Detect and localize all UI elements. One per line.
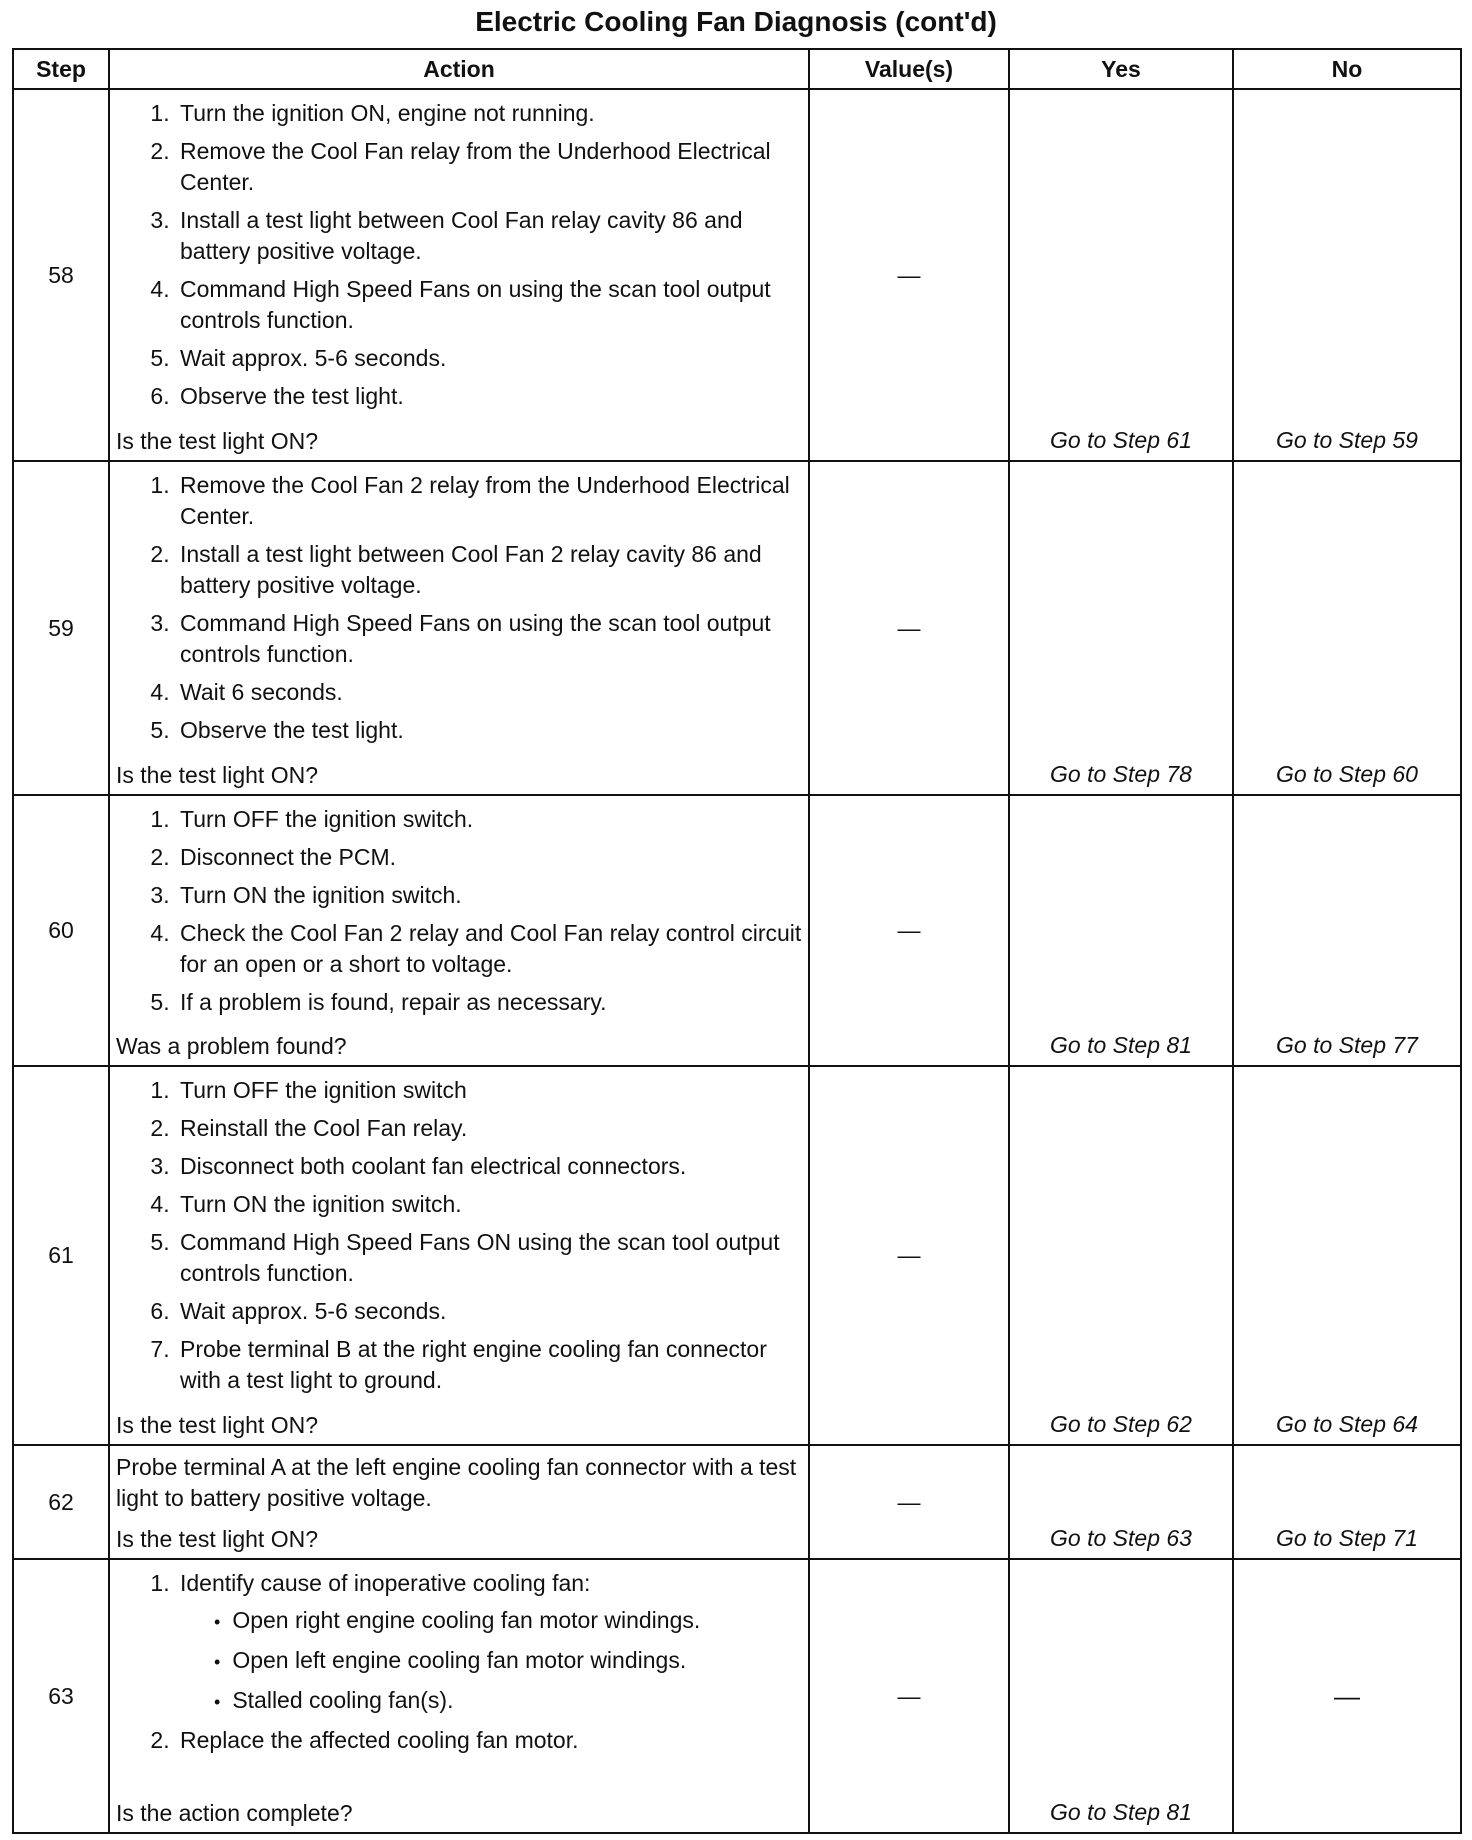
no-cell: Go to Step 64 [1233,1066,1461,1446]
yes-cell: Go to Step 62 [1009,1066,1233,1446]
list-item: 1. Turn the ignition ON, engine not running. [176,98,808,129]
list-item: 2. Reinstall the Cool Fan relay. [176,1113,808,1144]
sub-list-item: • Open right engine cooling fan motor windings. [210,1605,808,1638]
list-item: 4. Command High Speed Fans on using the scan tool output controls function. [176,274,808,336]
header-no: No [1233,49,1461,89]
action-cell [109,1066,809,1446]
value-cell: — [809,461,1009,795]
no-cell: — [1233,1559,1461,1833]
list-item: 1. Turn OFF the ignition switch. [176,804,808,835]
action-steps [110,804,808,1025]
table-header-row [13,49,1461,89]
yes-cell: Go to Step 78 [1009,461,1233,795]
page-title: Electric Cooling Fan Diagnosis (cont'd) [475,6,997,37]
list-item: 2. Remove the Cool Fan relay from the Underhood Electrical Center. [176,136,808,198]
action-steps [110,98,808,419]
list-item: 3. Install a test light between Cool Fan relay cavity 86 and battery positive voltage. [176,205,808,267]
yes-cell: Go to Step 61 [1009,89,1233,461]
action-question: Is the test light ON? [116,1412,318,1439]
list-item: 5. Command High Speed Fans ON using the scan tool output controls function. [176,1227,808,1289]
no-cell: Go to Step 60 [1233,461,1461,795]
header-yes: Yes [1009,49,1233,89]
no-cell: Go to Step 77 [1233,795,1461,1065]
action-question: Is the test light ON? [116,428,318,455]
value-cell: — [809,1066,1009,1446]
action-cell [109,1445,809,1559]
action-steps [110,1568,808,1763]
sub-list-item: • Stalled cooling fan(s). [210,1685,808,1718]
table-row [13,795,1461,1065]
list-item: 3. Turn ON the ignition switch. [176,880,808,911]
list-item: 1. Remove the Cool Fan 2 relay from the Underhood Electrical Center. [176,470,808,532]
yes-cell: Go to Step 81 [1009,1559,1233,1833]
action-question: Is the action complete? [116,1800,353,1826]
list-item: 3. Disconnect both coolant fan electrical connectors. [176,1151,808,1182]
action-cell [109,461,809,795]
value-cell: — [809,1559,1009,1833]
list-item: 1. Turn OFF the ignition switch [176,1075,808,1106]
no-cell: Go to Step 71 [1233,1445,1461,1559]
action-steps [110,470,808,753]
action-cell [109,1559,809,1833]
list-item-text: Identify cause of inoperative cooling fan: [180,1570,591,1597]
table-row [13,1559,1461,1833]
list-item: 5. Observe the test light. [176,715,808,746]
header-values: Value(s) [809,49,1009,89]
list-item: 6. Observe the test light. [176,381,808,412]
value-cell: — [809,89,1009,461]
header-step: Step [13,49,109,89]
action-question: Was a problem found? [116,1032,347,1059]
header-action: Action [109,49,809,89]
list-item: 3. Command High Speed Fans on using the scan tool output controls function. [176,608,808,670]
step-number: 62 [13,1445,109,1559]
step-number: 61 [13,1066,109,1446]
list-item: 2. Install a test light between Cool Fan 2 relay cavity 86 and battery positive voltage. [176,539,808,601]
step-number: 59 [13,461,109,795]
table-row [13,461,1461,795]
action-question: Is the test light ON? [116,1526,318,1553]
no-cell: Go to Step 59 [1233,89,1461,461]
list-item: 4. Turn ON the ignition switch. [176,1189,808,1220]
list-item: 7. Probe terminal B at the right engine cooling fan connector with a test light to ground. [176,1334,808,1396]
step-number: 58 [13,89,109,461]
list-item: 5. Wait approx. 5-6 seconds. [176,343,808,374]
action-text: Probe terminal A at the left engine cooling fan connector with a test light to battery positive voltage. [116,1454,797,1512]
list-item: 4. Wait 6 seconds. [176,677,808,708]
list-item: 2. Disconnect the PCM. [176,842,808,873]
value-cell: — [809,795,1009,1065]
table-row [13,89,1461,461]
step-number: 60 [13,795,109,1065]
sub-list [180,1605,808,1718]
list-item: 5. If a problem is found, repair as necessary. [176,987,808,1018]
sub-list-item: • Open left engine cooling fan motor windings. [210,1645,808,1678]
diagnosis-table [12,48,1462,1834]
action-cell [109,89,809,461]
action-cell [109,795,809,1065]
list-item: 2. Replace the affected cooling fan motor. [176,1725,808,1756]
list-item [176,1568,808,1718]
step-number: 63 [13,1559,109,1833]
action-question: Is the test light ON? [116,762,318,789]
table-row [13,1066,1461,1446]
list-item: 4. Check the Cool Fan 2 relay and Cool Fan relay control circuit for an open or a short to voltage. [176,918,808,980]
value-cell: — [809,1445,1009,1559]
action-steps [110,1075,808,1403]
yes-cell: Go to Step 81 [1009,795,1233,1065]
list-item: 6. Wait approx. 5-6 seconds. [176,1296,808,1327]
yes-cell: Go to Step 63 [1009,1445,1233,1559]
table-row [13,1445,1461,1559]
